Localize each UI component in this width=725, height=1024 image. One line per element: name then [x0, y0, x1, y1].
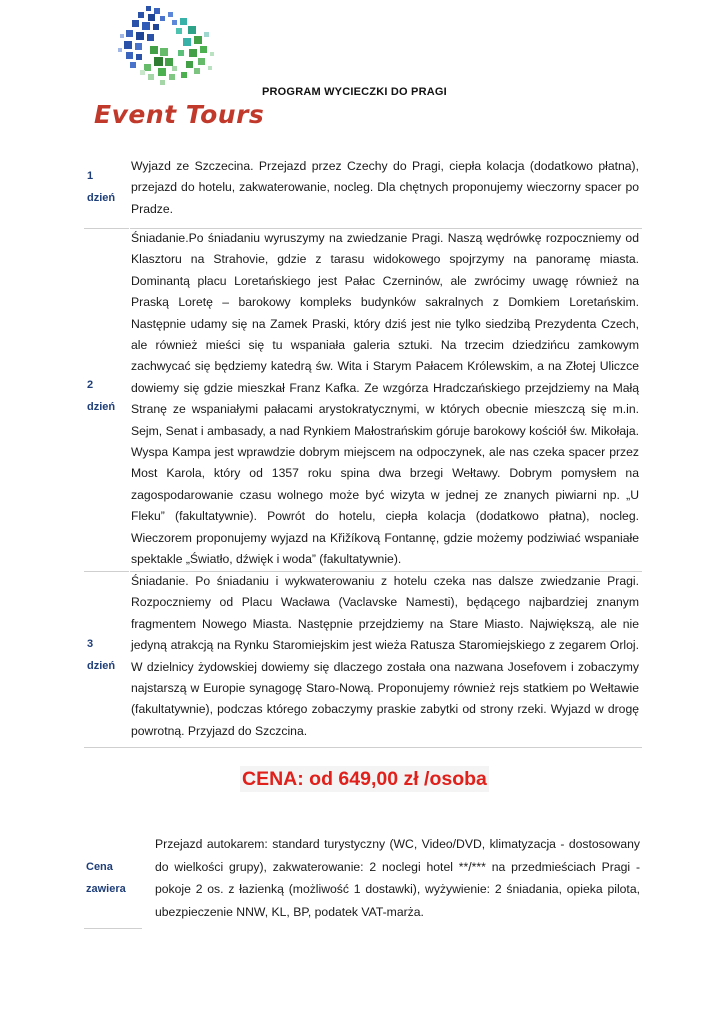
day-3-section: [84, 571, 642, 747]
includes-label-line1: Cena: [86, 861, 113, 873]
day-word: dzień: [87, 660, 116, 672]
day-3-label: [87, 633, 123, 677]
day-1-section: [84, 155, 642, 227]
day-2-description: Śniadanie.Po śniadaniu wyruszymy na zwiedzanie Pragi. Naszą wędrówkę rozpoczniemy od Klasztoru na Strahovie, gdzie z tarasu widokowego spojrzymy na panoramę miasta. Dominantą placu Loretańskiego jest Pałac Czerninów, ale zwrócimy uwagę również na Praską Loretę – barokowy kompleks budynków sakralnych z Domkiem Loretańskim. Następnie udamy się na Zamek Praski, który dziś jest nie tylko siedzibą Prezydenta Czech, ale również mieści się tu wspaniała galeria sztuki. Na trzecim dziedzińcu zamkowym zachwycać się będziemy katedrą św. Wita i Starym Pałacem Królewskim, a na Złotej Uliczce dowiemy się gdzie mieszkał Franz Kafka. Ze wzgórza Hradczańskiego przejdziemy na Małą Stranę ze wspaniałymi pałacami arystokratycznymi, w których obecnie mieszczą się m.in. Sejm, Senat i ambasady, a nad Rynkiem Małostrańskim góruje barokowy kościół św. Mikołaja. Wyspa Kampa jest wprawdzie dobrym miejscem na odpoczynek, ale nas czeka spacer przez Most Karola, który od 1357 roku spina dwa brzegi Wełtawy. Dobrym pomysłem na zagospodarowanie czasu wolnego może być wizyta w jednej ze znanych piwiarni np. „U Fleku” (fakultatywnie). Powrót do hotelu, ciepła kolacja (dodatkowo płatna), nocleg. Wieczorem proponujemy wyjazd na Křižíkovą Fontannę, gdzie możemy podziwiać wspaniałe spektakle „Światło, dźwięk i woda” (fakultatywnie).: [131, 231, 639, 567]
day-2-section: [84, 228, 642, 570]
day-3-description: Śniadanie. Po śniadaniu i wykwaterowaniu z hotelu czeka nas dalsze zwiedzanie Pragi. Rozpoczniemy od Placu Wacława (Vaclavske Namesti), będącego najbardziej znanym fragmentem Nowego Miasta. Następnie przejdziemy na Stare Miasto. Największą, ale nie jedyną atrakcją na Rynku Staromiejskim jest wieża Ratusza Staromiejskiego z zegarem Orloj. W dzielnicy żydowskiej dowiemy się dlaczego została ona nazwana Josefovem i zobaczymy najstarszą w Europie synagogę Staro-Nową. Proponujemy również rejs statkiem po Wełtawie (fakultatywnie), podczas którego zobaczymy praskie zabytki od strony rzeki. Wyjazd w drogę powrotną. Przyjazd do Szczcina.: [131, 574, 639, 738]
includes-description: Przejazd autokarem: standard turystyczny (WC, Video/DVD, klimatyzacja - dostosowany do wielkości grupy), zakwaterowanie: 2 noclegi hotel **/*** na przedmieściach Pragi - pokoje 2 os. z łazienką (możliwość 1 dostawki), wyżywienie: 2 śniadania, opieka pilota, ubezpieczenie NNW, KL, BP, podatek VAT-marża.: [155, 837, 640, 919]
page-title: PROGRAM WYCIECZKI DO PRAGI: [262, 86, 447, 98]
divider: [84, 747, 642, 748]
price-heading: CENA: od 649,00 zł /osoba: [242, 768, 487, 790]
day-1-label: [87, 165, 123, 209]
day-number: 2: [87, 379, 94, 391]
includes-label-line2: zawiera: [86, 883, 126, 895]
day-word: dzień: [87, 401, 116, 413]
day-2-label: [87, 374, 123, 418]
includes-label: [86, 856, 142, 900]
day-word: dzień: [87, 192, 116, 204]
event-tours-logo: [88, 4, 265, 132]
globe-icon: [88, 4, 248, 100]
day-number: 1: [87, 170, 94, 182]
logo-text: Event Tours: [94, 100, 265, 129]
day-1-description: Wyjazd ze Szczecina. Przejazd przez Czechy do Pragi, ciepła kolacja (dodatkowo płatna), przejazd do hotelu, zakwaterowanie, nocleg. Dla chętnych proponujemy wieczorny spacer po Pradze.: [131, 159, 639, 216]
divider: [84, 928, 142, 929]
day-number: 3: [87, 638, 94, 650]
